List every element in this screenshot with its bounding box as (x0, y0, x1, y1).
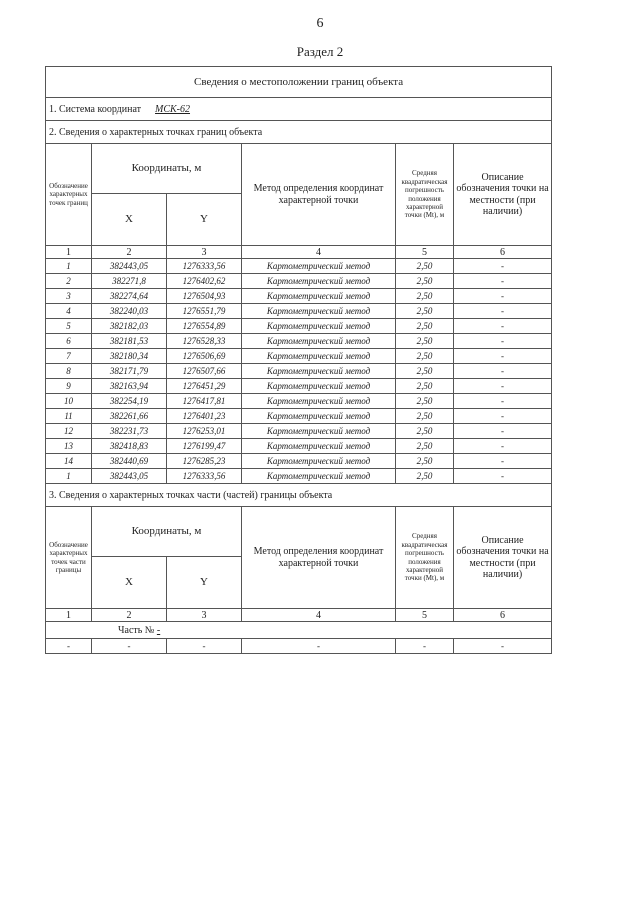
table-row (46, 469, 552, 484)
boundary-document (45, 66, 551, 654)
point-number-cell: 11 (46, 409, 92, 424)
point-number-cell: 7 (46, 349, 92, 364)
error-value-cell: 2,50 (396, 304, 454, 319)
method-cell: Картометрический метод (242, 454, 396, 469)
description-cell: - (454, 424, 552, 439)
table-row (46, 439, 552, 454)
table-row (46, 274, 552, 289)
column-number: 6 (454, 246, 552, 259)
part-label: Часть № (118, 624, 155, 636)
column-number: 3 (167, 609, 242, 622)
column-number: 1 (46, 609, 92, 622)
section3-title: 3. Сведения о характерных точках части (частей) границы объекта (46, 484, 552, 507)
table-cell: - (92, 639, 167, 654)
x-header: X (92, 194, 167, 246)
y-coordinate-cell: 1276451,29 (167, 379, 242, 394)
description-cell: - (454, 379, 552, 394)
designation-header: Обозначение характерных точек границ (46, 144, 92, 246)
description-cell: - (454, 319, 552, 334)
column-numbers-row (46, 246, 552, 259)
empty-part-row (46, 639, 552, 654)
table-row (46, 334, 552, 349)
error-value-cell: 2,50 (396, 424, 454, 439)
point-number-cell: 4 (46, 304, 92, 319)
method-cell: Картометрический метод (242, 424, 396, 439)
part-row (46, 622, 552, 639)
point-number-cell: 13 (46, 439, 92, 454)
error-value-cell: 2,50 (396, 454, 454, 469)
table-row (46, 289, 552, 304)
table-row (46, 364, 552, 379)
x-coordinate-cell: 382231,73 (92, 424, 167, 439)
section-title: Раздел 2 (296, 44, 344, 59)
part-label-cell (46, 622, 552, 639)
table-row (46, 394, 552, 409)
column-number: 3 (167, 246, 242, 259)
table-row (46, 424, 552, 439)
x-coordinate-cell: 382274,64 (92, 289, 167, 304)
table-row (46, 409, 552, 424)
method-cell: Картометрический метод (242, 259, 396, 274)
y-coordinate-cell: 1276253,01 (167, 424, 242, 439)
table-cell: - (46, 639, 92, 654)
y-coordinate-cell: 1276285,23 (167, 454, 242, 469)
column-number: 6 (454, 609, 552, 622)
method-cell: Картометрический метод (242, 349, 396, 364)
section2-title: 2. Сведения о характерных точках границ объекта (46, 121, 552, 144)
boundary-table (45, 66, 552, 654)
table-cell: - (167, 639, 242, 654)
method-cell: Картометрический метод (242, 469, 396, 484)
description-cell: - (454, 349, 552, 364)
table-row (46, 259, 552, 274)
part-x-header: X (92, 557, 167, 609)
column-number: 4 (242, 246, 396, 259)
method-cell: Картометрический метод (242, 394, 396, 409)
document-heading: Сведения о местоположении границ объекта (46, 67, 552, 98)
error-value-cell: 2,50 (396, 469, 454, 484)
description-cell: - (454, 334, 552, 349)
error-value-cell: 2,50 (396, 334, 454, 349)
point-number-cell: 3 (46, 289, 92, 304)
coordinate-system-value: МСК-62 (155, 103, 191, 115)
description-cell: - (454, 409, 552, 424)
column-number: 5 (396, 609, 454, 622)
table-row (46, 454, 552, 469)
y-coordinate-cell: 1276333,56 (167, 259, 242, 274)
y-coordinate-cell: 1276417,81 (167, 394, 242, 409)
description-cell: - (454, 289, 552, 304)
description-cell: - (454, 439, 552, 454)
point-number-cell: 1 (46, 259, 92, 274)
x-coordinate-cell: 382181,53 (92, 334, 167, 349)
x-coordinate-cell: 382171,79 (92, 364, 167, 379)
method-cell: Картометрический метод (242, 379, 396, 394)
method-cell: Картометрический метод (242, 274, 396, 289)
point-number-cell: 9 (46, 379, 92, 394)
x-coordinate-cell: 382443,05 (92, 469, 167, 484)
error-value-cell: 2,50 (396, 394, 454, 409)
method-cell: Картометрический метод (242, 364, 396, 379)
description-cell: - (454, 274, 552, 289)
error-value-cell: 2,50 (396, 409, 454, 424)
method-cell: Картометрический метод (242, 439, 396, 454)
point-number-cell: 12 (46, 424, 92, 439)
x-coordinate-cell: 382440,69 (92, 454, 167, 469)
point-number-cell: 10 (46, 394, 92, 409)
method-cell: Картометрический метод (242, 319, 396, 334)
error-value-cell: 2,50 (396, 259, 454, 274)
error-header: Средняя квадратическая погрешность положения характерной точки (Mt), м (396, 144, 454, 246)
method-cell: Картометрический метод (242, 334, 396, 349)
x-coordinate-cell: 382182,03 (92, 319, 167, 334)
x-coordinate-cell: 382271,8 (92, 274, 167, 289)
error-value-cell: 2,50 (396, 274, 454, 289)
x-coordinate-cell: 382163,94 (92, 379, 167, 394)
description-cell: - (454, 394, 552, 409)
part-description-header: Описание обозначения точки на местности (при наличии) (454, 507, 552, 609)
part-y-header: Y (167, 557, 242, 609)
table-cell: - (454, 639, 552, 654)
part-coordinates-header: Координаты, м (92, 507, 242, 557)
error-value-cell: 2,50 (396, 289, 454, 304)
error-value-cell: 2,50 (396, 349, 454, 364)
description-cell: - (454, 469, 552, 484)
error-value-cell: 2,50 (396, 439, 454, 454)
x-coordinate-cell: 382443,05 (92, 259, 167, 274)
table-row (46, 319, 552, 334)
y-coordinate-cell: 1276528,33 (167, 334, 242, 349)
y-coordinate-cell: 1276506,69 (167, 349, 242, 364)
method-cell: Картометрический метод (242, 304, 396, 319)
error-value-cell: 2,50 (396, 319, 454, 334)
point-number-cell: 6 (46, 334, 92, 349)
description-cell: - (454, 454, 552, 469)
table-row (46, 349, 552, 364)
y-coordinate-cell: 1276554,89 (167, 319, 242, 334)
point-number-cell: 8 (46, 364, 92, 379)
y-header: Y (167, 194, 242, 246)
method-header: Метод определения координат характерной точки (242, 144, 396, 246)
point-number-cell: 14 (46, 454, 92, 469)
part-number: - (156, 624, 161, 636)
y-coordinate-cell: 1276333,56 (167, 469, 242, 484)
y-coordinate-cell: 1276507,66 (167, 364, 242, 379)
description-header: Описание обозначения точки на местности (при наличии) (454, 144, 552, 246)
description-cell: - (454, 259, 552, 274)
x-coordinate-cell: 382261,66 (92, 409, 167, 424)
part-designation-header: Обозначение характерных точек части границы (46, 507, 92, 609)
table-cell: - (242, 639, 396, 654)
method-cell: Картометрический метод (242, 289, 396, 304)
x-coordinate-cell: 382240,03 (92, 304, 167, 319)
coordinate-system-row (46, 98, 552, 121)
description-cell: - (454, 304, 552, 319)
part-column-numbers-row (46, 609, 552, 622)
table-cell: - (396, 639, 454, 654)
x-coordinate-cell: 382254,19 (92, 394, 167, 409)
column-number: 4 (242, 609, 396, 622)
description-cell: - (454, 364, 552, 379)
coordinate-system-label: 1. Система координат (49, 103, 142, 115)
y-coordinate-cell: 1276504,93 (167, 289, 242, 304)
column-number: 5 (396, 246, 454, 259)
y-coordinate-cell: 1276402,62 (167, 274, 242, 289)
point-number-cell: 1 (46, 469, 92, 484)
column-number: 1 (46, 246, 92, 259)
error-value-cell: 2,50 (396, 379, 454, 394)
column-number: 2 (92, 609, 167, 622)
column-number: 2 (92, 246, 167, 259)
x-coordinate-cell: 382180,34 (92, 349, 167, 364)
y-coordinate-cell: 1276551,79 (167, 304, 242, 319)
part-error-header: Средняя квадратическая погрешность положения характерной точки (Mt), м (396, 507, 454, 609)
point-number-cell: 5 (46, 319, 92, 334)
table-row (46, 304, 552, 319)
error-value-cell: 2,50 (396, 364, 454, 379)
page-number: 6 (316, 16, 324, 31)
table-row (46, 379, 552, 394)
part-method-header: Метод определения координат характерной точки (242, 507, 396, 609)
method-cell: Картометрический метод (242, 409, 396, 424)
x-coordinate-cell: 382418,83 (92, 439, 167, 454)
y-coordinate-cell: 1276401,23 (167, 409, 242, 424)
point-number-cell: 2 (46, 274, 92, 289)
coordinates-header: Координаты, м (92, 144, 242, 194)
y-coordinate-cell: 1276199,47 (167, 439, 242, 454)
